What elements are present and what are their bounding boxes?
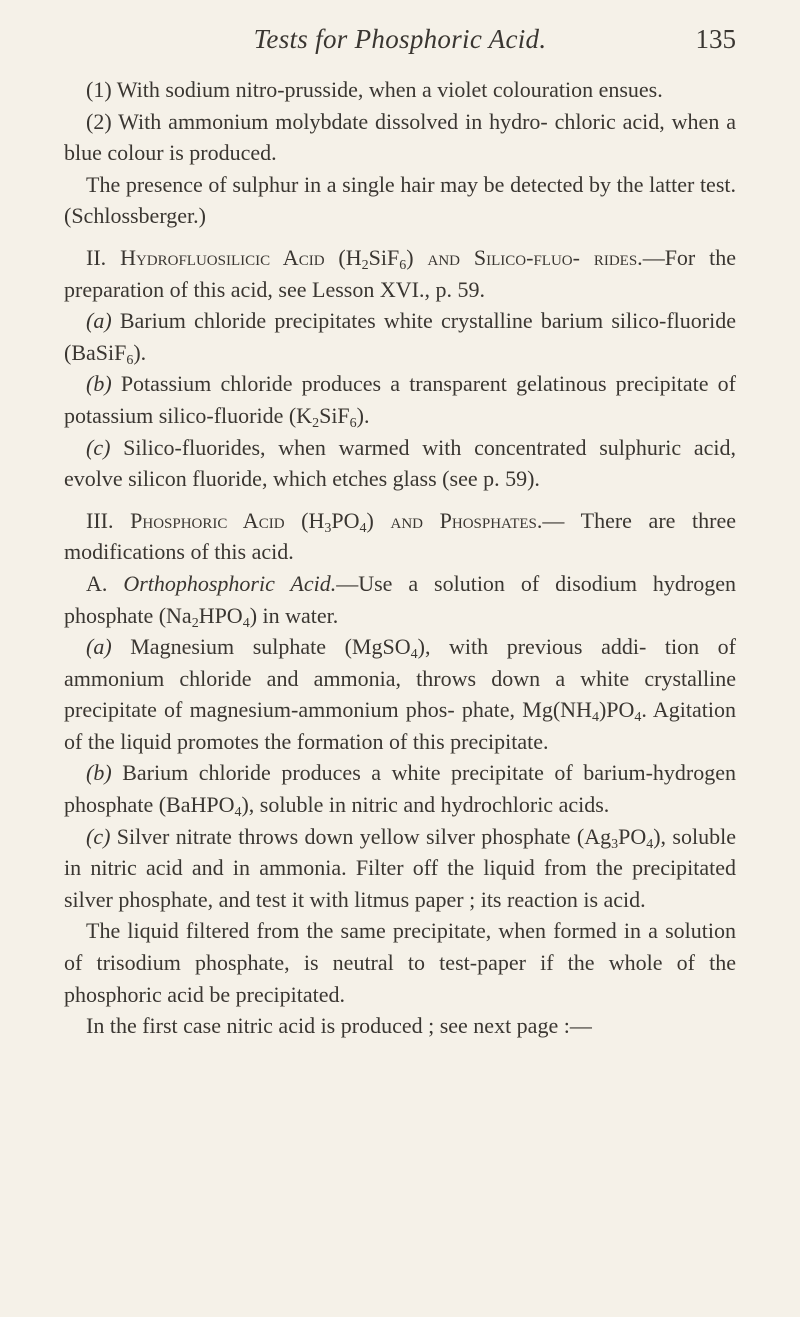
paragraph-text: PO xyxy=(618,823,647,849)
formula-open: (H xyxy=(284,507,325,533)
formula-mid: SiF xyxy=(368,244,400,270)
paragraph-ii-b xyxy=(64,368,736,431)
paragraph-text: With ammonium molybdate dissolved in hydro- chloric acid, when a blue colour is produced. xyxy=(64,108,736,166)
item-label: (2) xyxy=(86,108,112,134)
item-label: (b) xyxy=(86,371,112,397)
paragraph-text: —Use a solution of disodium hydrogen phosphate (Na xyxy=(64,570,736,628)
paragraph-text: ), soluble in nitric and hydrochloric acids. xyxy=(241,792,610,818)
formula-subscript: 3 xyxy=(324,520,332,536)
paragraph-iii-c xyxy=(64,821,736,916)
paragraph-ii-c xyxy=(64,432,736,495)
formula-subscript: 4 xyxy=(591,710,599,726)
section-title: Phosphoric Acid xyxy=(130,507,285,533)
item-label: (1) xyxy=(86,77,112,102)
paragraph-text: — There are three modifications of this acid. xyxy=(64,507,737,565)
section-title-2: Silico-fluo- rides. xyxy=(473,244,643,270)
page-number: 135 xyxy=(695,24,736,54)
item-label: (c) xyxy=(86,434,111,460)
formula-subscript: 6 xyxy=(349,415,357,431)
paragraph-iii-b xyxy=(64,757,736,820)
paragraph-text: . Agitation of the liquid promotes the formation of this precipitate. xyxy=(64,697,736,754)
formula-subscript: 3 xyxy=(611,836,619,852)
word-space xyxy=(460,245,474,270)
formula-close: ) xyxy=(406,244,428,270)
paragraph-text: Barium chloride produces a white precipitate of barium-hydrogen phosphate (BaHPO xyxy=(64,760,736,818)
section-title-2: Phosphates. xyxy=(439,507,543,533)
body-text xyxy=(64,74,736,1042)
paragraph-text: —For the preparation of this acid, see Lesson XVI., p. 59. xyxy=(64,244,737,302)
paragraph-text: SiF xyxy=(319,402,350,428)
paragraph-filtered-liquid xyxy=(64,915,736,1010)
formula-subscript: 2 xyxy=(191,615,199,631)
formula-subscript: 4 xyxy=(634,710,642,726)
formula-subscript: 4 xyxy=(242,615,250,631)
section-and: and xyxy=(427,244,460,270)
section-iii-heading-paragraph xyxy=(64,505,736,568)
paragraph-text: ). xyxy=(133,339,147,365)
word-space xyxy=(423,508,440,533)
paragraph-text: ), soluble in nitric acid and in ammonia. Filter off the liquid from the precipitated silver phosphate, and test it with litmus paper ; its reaction is acid. xyxy=(64,823,736,912)
paragraph-sulphur-note xyxy=(64,169,736,232)
item-label: (b) xyxy=(86,760,112,786)
formula-subscript: 6 xyxy=(126,352,134,368)
subsection-title: Orthophosphoric Acid. xyxy=(123,570,337,596)
paragraph-text: Silico-fluorides, when warmed with concentrated sulphuric acid, evolve silicon fluoride, which etches glass (see p. 59). xyxy=(64,434,736,492)
paragraph-text: Potassium chloride produces a transparent gelatinous precipitate of potassium silico-fluoride (K xyxy=(64,371,736,428)
running-head xyxy=(64,20,736,60)
paragraph-text: ), with previous addi- tion of ammonium chloride and ammonia, throws down a white crystalline precipitate of magnesium-ammonium phos- phate, Mg(NH xyxy=(64,634,737,723)
paragraph-text: ) in water. xyxy=(249,602,339,628)
section-and: and xyxy=(390,507,423,533)
paragraph-test-2 xyxy=(64,106,736,169)
item-label: (a) xyxy=(86,308,112,334)
formula-subscript: 4 xyxy=(359,520,367,536)
formula-subscript: 4 xyxy=(410,647,418,663)
formula-subscript: 4 xyxy=(646,836,654,852)
formula-mid: PO xyxy=(331,507,360,533)
paragraph-text: Silver nitrate throws down yellow silver phosphate (Ag xyxy=(110,823,612,849)
item-label: (c) xyxy=(86,823,111,849)
paragraph-iii-a-intro xyxy=(64,568,736,631)
item-label: (a) xyxy=(86,634,112,660)
formula-subscript: 4 xyxy=(234,805,242,821)
paragraph-text: Barium chloride precipitates white crystalline barium silico-fluoride (BaSiF xyxy=(64,308,736,365)
paragraph-test-1 xyxy=(64,74,736,106)
formula-subscript: 2 xyxy=(361,257,369,273)
formula-subscript: 6 xyxy=(399,257,407,273)
formula-open: (H xyxy=(324,244,362,270)
paragraph-ii-a xyxy=(64,305,736,368)
section-number: II. xyxy=(86,244,121,270)
paragraph-text: ). xyxy=(356,402,370,428)
paragraph-text: The liquid filtered from the same precipitate, when formed in a solution of trisodium phosphate, is neutral to test-paper if the whole of the phosphoric acid be precipitated. xyxy=(64,918,736,1007)
formula-subscript: 2 xyxy=(312,415,320,431)
section-ii-heading-paragraph xyxy=(64,242,736,305)
paragraph-text: Magnesium sulphate (MgSO xyxy=(111,634,411,660)
subsection-prefix: A. xyxy=(86,570,124,596)
section-number: III. xyxy=(86,507,131,533)
paragraph-first-case xyxy=(64,1010,736,1042)
formula-close: ) xyxy=(366,507,391,533)
paragraph-text: HPO xyxy=(198,602,243,628)
paragraph-text: With sodium nitro-prusside, when a violet colouration ensues. xyxy=(111,77,663,102)
paragraph-iii-a xyxy=(64,631,736,757)
paragraph-text: The presence of sulphur in a single hair may be detected by the latter test. (Schlossberger.) xyxy=(64,171,736,229)
paragraph-text: In the first case nitric acid is produced ; see next page :— xyxy=(86,1013,592,1039)
paragraph-text: )PO xyxy=(598,697,635,723)
running-title: Tests for Phosphoric Acid. xyxy=(253,24,547,54)
section-title: Hydrofluosilicic Acid xyxy=(120,244,325,270)
